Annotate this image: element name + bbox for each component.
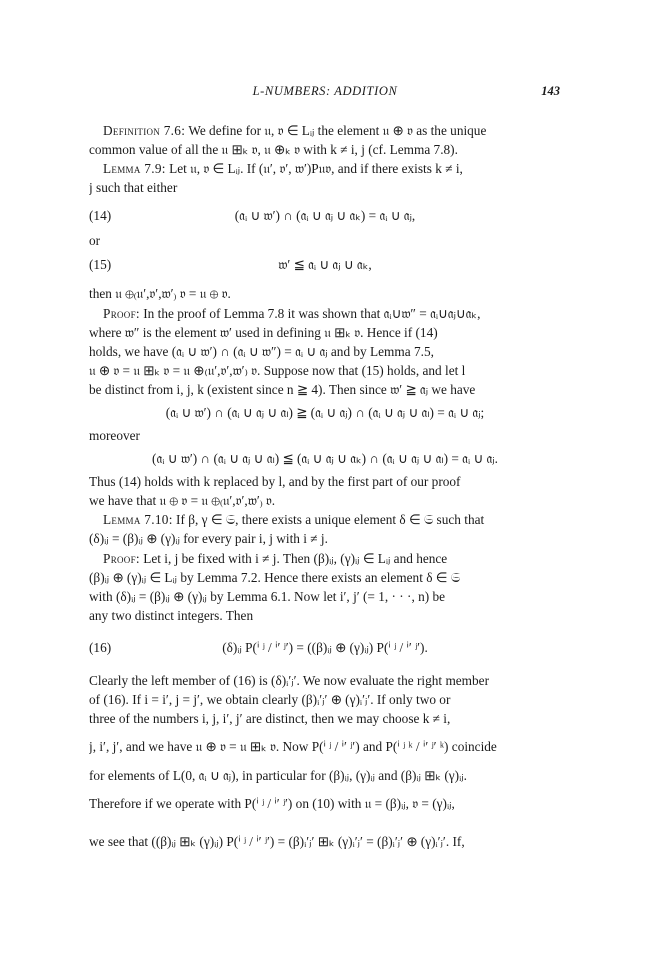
moreover-text: moreover bbox=[89, 428, 140, 444]
proof-text: Let i, j be fixed with i ≠ j. Then (β)ᵢⱼ, (γ)ᵢⱼ ∈ Lᵢⱼ and hence bbox=[143, 550, 448, 566]
equation-15 bbox=[89, 250, 561, 280]
equation-14 bbox=[89, 201, 561, 231]
proof-2-line-3: with (δ)ᵢⱼ = (β)ᵢⱼ ⊕ (γ)ᵢⱼ by Lemma 6.1. Now let i′, j′ (= 1, · · ·, n) be bbox=[89, 588, 446, 604]
definition-7-6-line-2: common value of all the 𝔲 ⊞ₖ 𝔳, 𝔲 ⊕ₖ 𝔳 with k ≠ i, j (cf. Lemma 7.8). bbox=[89, 142, 458, 158]
proof-2-line-4: any two distinct integers. Then bbox=[89, 607, 254, 623]
proof-1-line-3: holds, we have (𝔞ᵢ ∪ 𝔴′) ∩ (𝔞ᵢ ∪ 𝔴″) = 𝔞ᵢ ∪ 𝔞ⱼ and by Lemma 7.5, bbox=[89, 343, 434, 359]
definition-label: Definition 7.6: bbox=[103, 123, 186, 138]
running-header bbox=[90, 84, 560, 102]
proof-1-line-1 bbox=[89, 304, 561, 323]
equation-formula: (δ)ᵢⱼ P(ⁱ ʲ / ⁱ′ ʲ′) = ((β)ᵢⱼ ⊕ (γ)ᵢⱼ) P(ⁱ ʲ / ⁱ′ ʲ′). bbox=[222, 639, 428, 655]
proof-1-line-4: 𝔲 ⊕ 𝔳 = 𝔲 ⊞ₖ 𝔳 = 𝔲 ⊕₍𝔲′,𝔳′,𝔴′₎ 𝔳. Suppose now that (15) holds, and let l bbox=[89, 362, 466, 378]
equation-16 bbox=[89, 625, 561, 671]
definition-7-6-line-1 bbox=[89, 121, 561, 140]
lemma-7-9-line-1 bbox=[89, 159, 561, 178]
clearly-line-3: three of the numbers i, j, i′, j′ are distinct, then we may choose k ≠ i, bbox=[89, 711, 451, 727]
lemma-7-9-line-2: j such that either bbox=[89, 180, 178, 196]
equation-formula: 𝔴′ ≦ 𝔞ᵢ ∪ 𝔞ⱼ ∪ 𝔞ₖ, bbox=[278, 257, 372, 273]
thus-line-2: we have that 𝔲 ⊕ 𝔳 = 𝔲 ⊕₍𝔲′,𝔳′,𝔴′₎ 𝔳. bbox=[89, 493, 276, 509]
lemma-7-10-line-2: (δ)ᵢⱼ = (β)ᵢⱼ ⊕ (γ)ᵢⱼ for every pair i, j with i ≠ j. bbox=[89, 531, 328, 547]
display-equation-2: (𝔞ᵢ ∪ 𝔴′) ∩ (𝔞ᵢ ∪ 𝔞ⱼ ∪ 𝔞ₗ) ≦ (𝔞ᵢ ∪ 𝔞ⱼ ∪ 𝔞ₖ) ∩ (𝔞ᵢ ∪ 𝔞ⱼ ∪ 𝔞ₗ) = 𝔞ᵢ ∪ 𝔞ⱼ. bbox=[152, 451, 498, 467]
equation-number: (14) bbox=[89, 208, 112, 224]
clearly-line-7: we see that ((β)ᵢⱼ ⊞ₖ (γ)ᵢⱼ) P(ⁱ ʲ / ⁱ′ ʲ′) = (β)ᵢ′ⱼ′ ⊞ₖ (γ)ᵢ′ⱼ′ = (β)ᵢ′ⱼ′ ⊕ (γ)ᵢ′ⱼ′. If, bbox=[89, 834, 465, 850]
running-title: L-NUMBERS: ADDITION bbox=[252, 84, 398, 98]
lemma-label: Lemma 7.10: bbox=[103, 512, 173, 528]
page-number: 143 bbox=[541, 84, 560, 98]
lemma-text: If β, γ ∈ 𝔖, there exists a unique element δ ∈ 𝔖 such that bbox=[176, 512, 485, 528]
or-text: or bbox=[89, 233, 101, 249]
equation-number: (16) bbox=[89, 639, 112, 655]
proof-label: Proof: bbox=[103, 550, 140, 566]
definition-text: We define for 𝔲, 𝔳 ∈ Lᵢⱼ the element 𝔲 ⊕ 𝔳 as the unique bbox=[188, 123, 487, 138]
equation-number: (15) bbox=[89, 257, 112, 273]
proof-1-line-2: where 𝔴″ is the element 𝔴′ used in defining 𝔲 ⊞ₖ 𝔳. Hence if (14) bbox=[89, 324, 438, 340]
thus-line-1: Thus (14) holds with k replaced by l, and by the first part of our proof bbox=[89, 474, 461, 490]
clearly-line-1: Clearly the left member of (16) is (δ)ᵢ′ⱼ′. We now evaluate the right member bbox=[89, 672, 490, 688]
display-equation-1: (𝔞ᵢ ∪ 𝔴′) ∩ (𝔞ᵢ ∪ 𝔞ⱼ ∪ 𝔞ₗ) ≧ (𝔞ᵢ ∪ 𝔞ⱼ) ∩ (𝔞ᵢ ∪ 𝔞ⱼ ∪ 𝔞ₗ) = 𝔞ᵢ ∪ 𝔞ⱼ; bbox=[165, 405, 485, 421]
clearly-line-6: Therefore if we operate with P(ⁱ ʲ / ⁱ′ ʲ′) on (10) with 𝔲 = (β)ᵢⱼ, 𝔳 = (γ)ᵢⱼ, bbox=[89, 796, 455, 812]
equation-formula: (𝔞ᵢ ∪ 𝔴′) ∩ (𝔞ᵢ ∪ 𝔞ⱼ ∪ 𝔞ₖ) = 𝔞ᵢ ∪ 𝔞ⱼ, bbox=[234, 208, 416, 224]
proof-2-line-1 bbox=[89, 549, 561, 568]
proof-1-line-5: be distinct from i, j, k (existent since n ≧ 4). Then since 𝔴′ ≧ 𝔞ⱼ we have bbox=[89, 381, 476, 397]
lemma-7-10-line-1 bbox=[89, 510, 561, 529]
proof-2-line-2: (β)ᵢⱼ ⊕ (γ)ᵢⱼ ∈ Lᵢⱼ by Lemma 7.2. Hence there exists an element δ ∈ 𝔖 bbox=[89, 569, 461, 585]
clearly-line-4: j, i′, j′, and we have 𝔲 ⊕ 𝔳 = 𝔲 ⊞ₖ 𝔳. Now P(ⁱ ʲ / ⁱ′ ʲ′) and P(ⁱ ʲ ᵏ / ⁱ′ ʲ′ ᵏ) coincide bbox=[89, 739, 497, 755]
then-line: then 𝔲 ⊕₍𝔲′,𝔳′,𝔴′₎ 𝔳 = 𝔲 ⊕ 𝔳. bbox=[89, 286, 231, 302]
clearly-line-2: of (16). If i = i′, j = j′, we obtain clearly (β)ᵢ′ⱼ′ ⊕ (γ)ᵢ′ⱼ′. If only two or bbox=[89, 691, 451, 707]
proof-text: In the proof of Lemma 7.8 it was shown that 𝔞ᵢ∪𝔴″ = 𝔞ᵢ∪𝔞ⱼ∪𝔞ₖ, bbox=[143, 305, 481, 321]
page-body bbox=[89, 121, 561, 861]
lemma-text: Let 𝔲, 𝔳 ∈ Lᵢⱼ. If (𝔲′, 𝔳′, 𝔴′)P𝔲𝔳, and if there exists k ≠ i, bbox=[169, 161, 463, 177]
clearly-line-5: for elements of L(0, 𝔞ᵢ ∪ 𝔞ⱼ), in particular for (β)ᵢⱼ, (γ)ᵢⱼ and (β)ᵢⱼ ⊞ₖ (γ)ᵢⱼ. bbox=[89, 768, 467, 784]
proof-label: Proof: bbox=[103, 305, 140, 321]
lemma-label: Lemma 7.9: bbox=[103, 161, 166, 177]
